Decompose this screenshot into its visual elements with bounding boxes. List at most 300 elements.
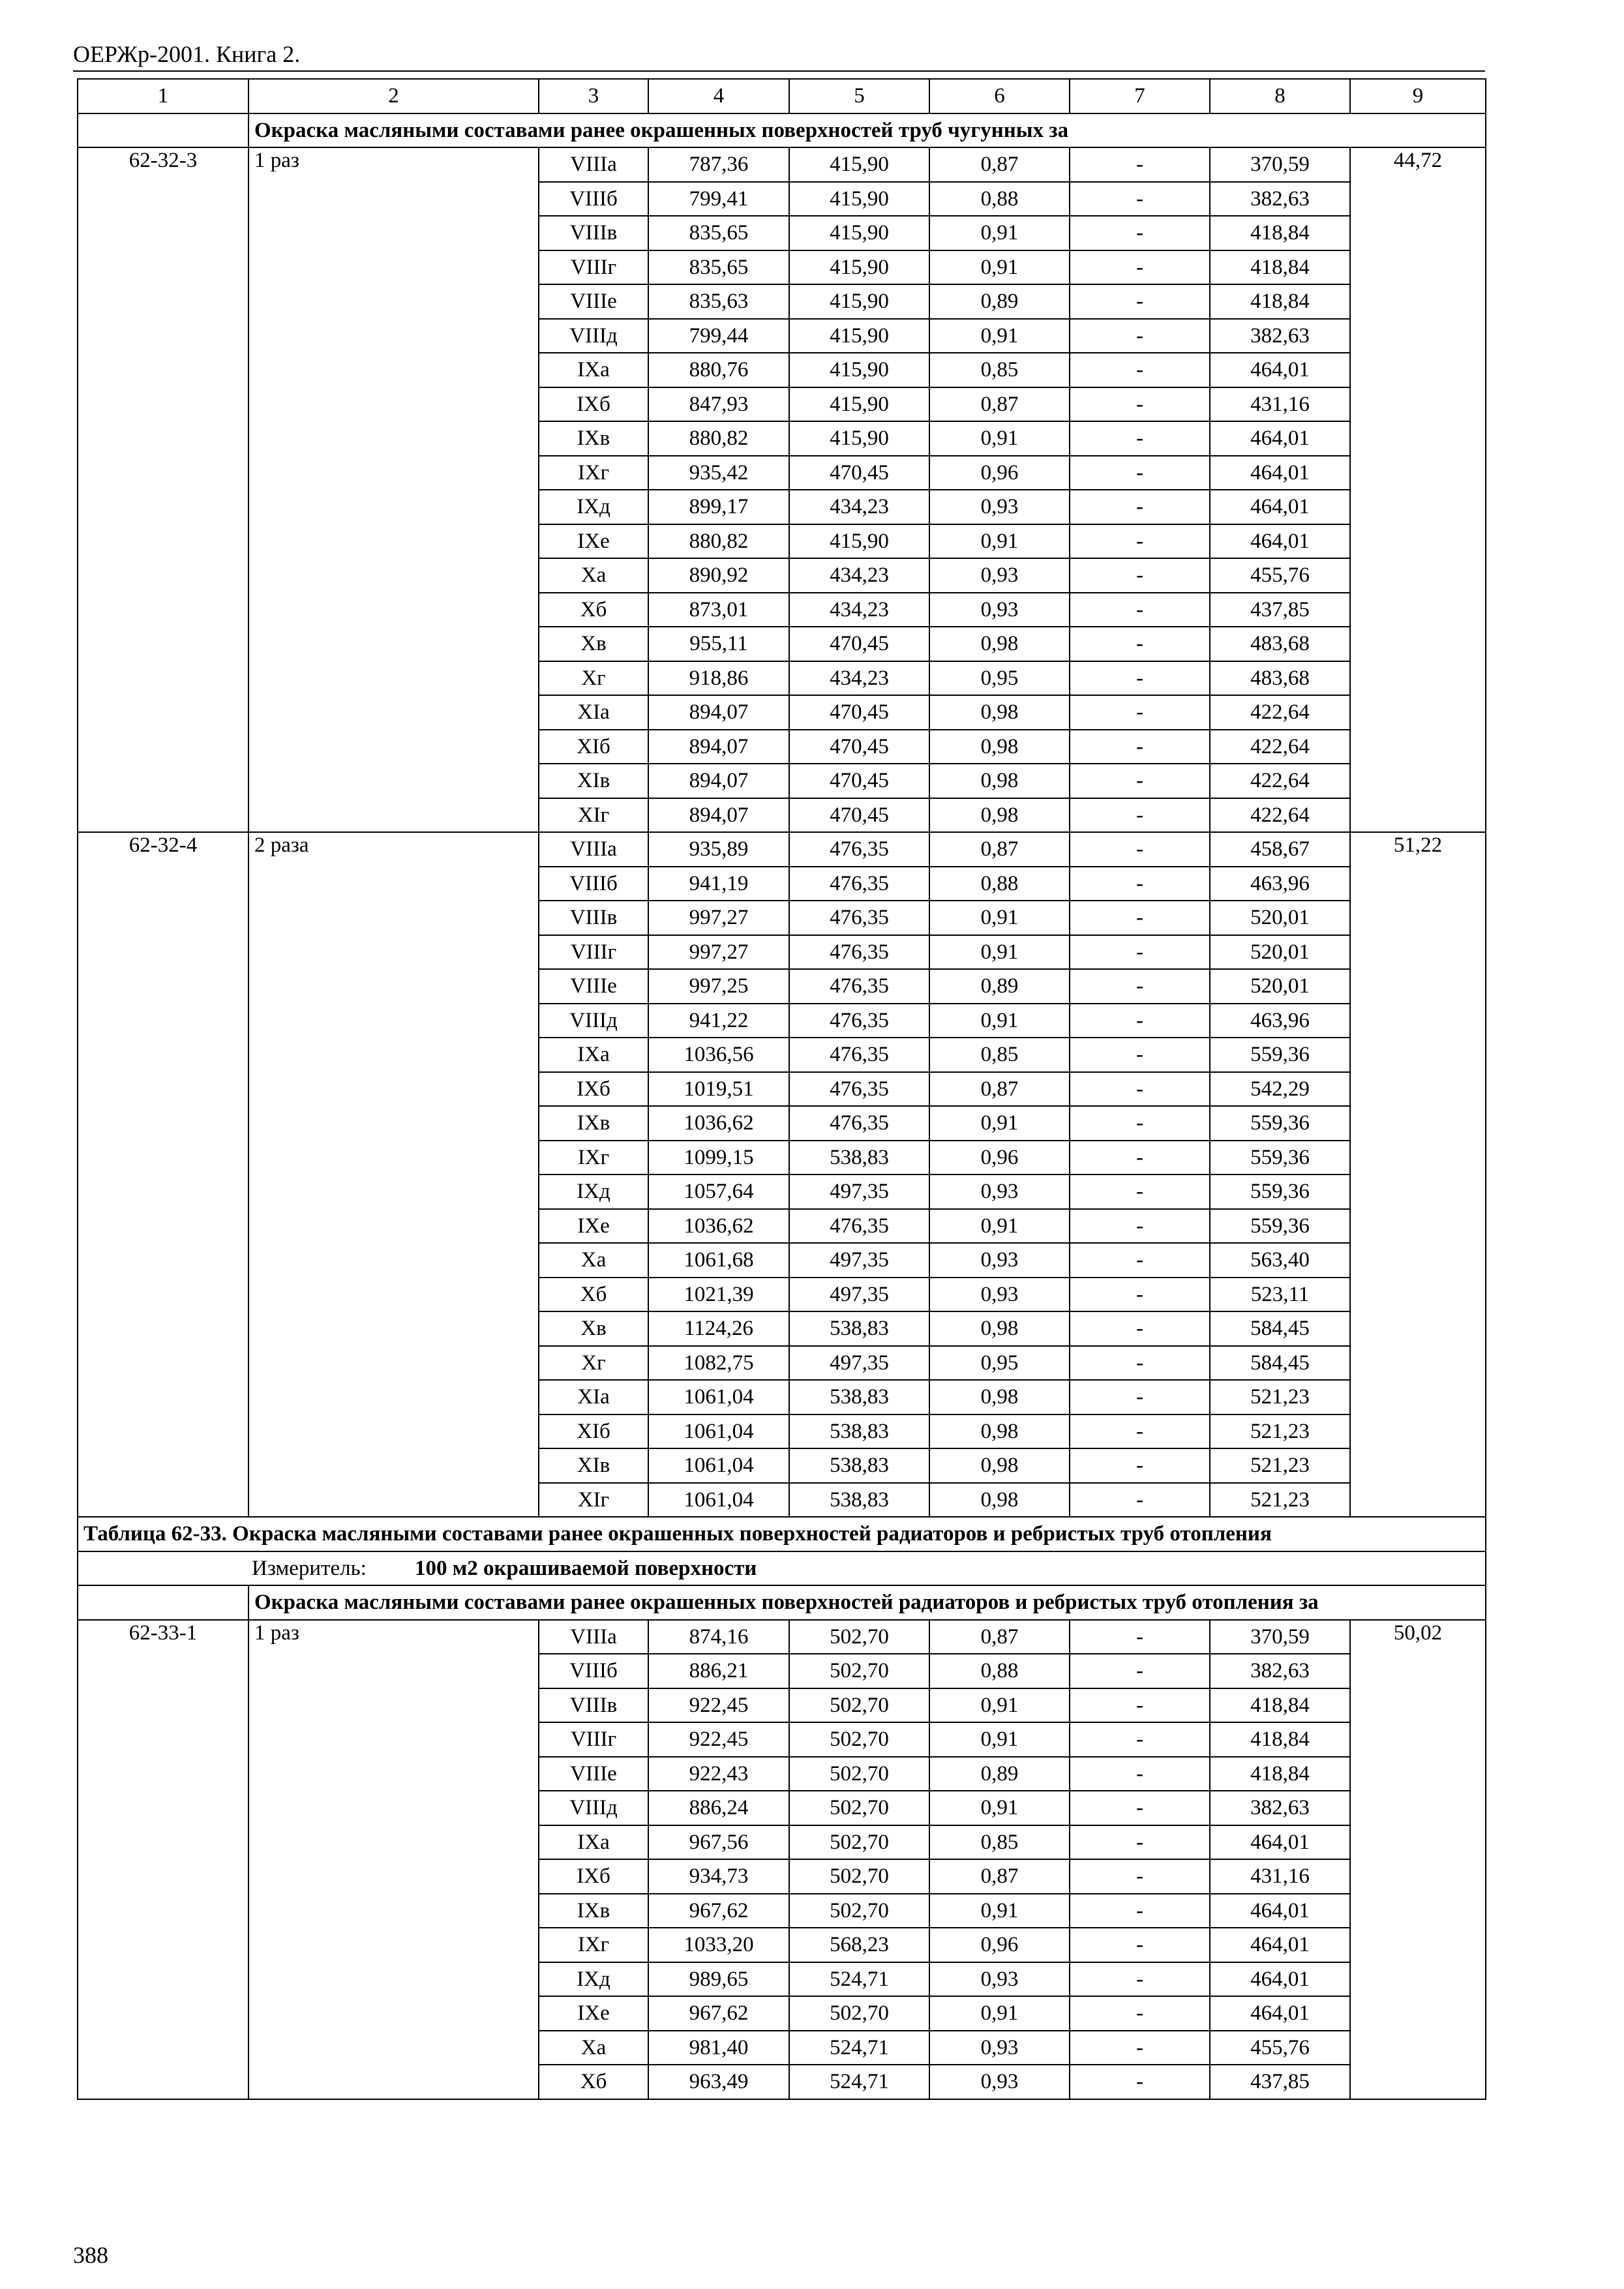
table-cell: VIIIв bbox=[539, 1688, 648, 1723]
table-cell: 434,23 bbox=[789, 558, 929, 593]
table-cell: 0,98 bbox=[929, 1380, 1070, 1414]
table-cell: 497,35 bbox=[789, 1278, 929, 1312]
table-cell: VIIIд bbox=[539, 1791, 648, 1825]
table-cell: 0,98 bbox=[929, 730, 1070, 764]
table-cell: - bbox=[1070, 1311, 1210, 1346]
table-cell: 0,91 bbox=[929, 1996, 1070, 2031]
table-cell: 497,35 bbox=[789, 1243, 929, 1278]
table-cell: 502,70 bbox=[789, 1894, 929, 1928]
table-cell: XIа bbox=[539, 695, 648, 730]
column-number: 2 bbox=[248, 79, 539, 113]
table-cell: 0,88 bbox=[929, 182, 1070, 217]
table-cell: Xа bbox=[539, 558, 648, 593]
table-cell: 0,85 bbox=[929, 1825, 1070, 1860]
table-cell: 422,64 bbox=[1210, 798, 1350, 833]
table-cell: - bbox=[1070, 1825, 1210, 1860]
table-cell: Xв bbox=[539, 1311, 648, 1346]
table-cell: 476,35 bbox=[789, 1072, 929, 1107]
table-cell: 476,35 bbox=[789, 901, 929, 935]
table-cell: 464,01 bbox=[1210, 1928, 1350, 1962]
table-cell: 463,96 bbox=[1210, 867, 1350, 901]
table-cell: 418,84 bbox=[1210, 1688, 1350, 1723]
table-cell: 0,85 bbox=[929, 353, 1070, 387]
meter-label: Измеритель: bbox=[252, 1556, 367, 1580]
section-title-row bbox=[78, 1585, 1486, 1620]
table-cell: 922,45 bbox=[648, 1722, 789, 1757]
table-cell: VIIIд bbox=[539, 319, 648, 353]
table-cell: 382,63 bbox=[1210, 1791, 1350, 1825]
table-cell: IXв bbox=[539, 421, 648, 456]
table-cell: 431,16 bbox=[1210, 1859, 1350, 1894]
table-cell: VIIIг bbox=[539, 1722, 648, 1757]
table-cell: 502,70 bbox=[789, 1654, 929, 1688]
table-cell: - bbox=[1070, 421, 1210, 456]
table-cell: 0,91 bbox=[929, 250, 1070, 285]
table-cell: 538,83 bbox=[789, 1141, 929, 1175]
table-cell: 502,70 bbox=[789, 1722, 929, 1757]
table-cell: 0,91 bbox=[929, 1894, 1070, 1928]
table-cell: 0,98 bbox=[929, 1311, 1070, 1346]
table-cell: 431,16 bbox=[1210, 387, 1350, 422]
table-cell: 967,62 bbox=[648, 1894, 789, 1928]
table-cell: 1061,04 bbox=[648, 1414, 789, 1449]
table-cell: - bbox=[1070, 1757, 1210, 1791]
section-title-row bbox=[78, 113, 1486, 148]
table-cell: - bbox=[1070, 319, 1210, 353]
table-cell: 835,63 bbox=[648, 284, 789, 319]
table-cell: 894,07 bbox=[648, 695, 789, 730]
page-number: 388 bbox=[73, 2242, 108, 2268]
table-cell: 1061,04 bbox=[648, 1448, 789, 1483]
table-cell: 434,23 bbox=[789, 661, 929, 696]
table-cell: IXа bbox=[539, 1825, 648, 1860]
table-cell: - bbox=[1070, 182, 1210, 217]
table-cell: Xа bbox=[539, 1243, 648, 1278]
table-cell: VIIIе bbox=[539, 284, 648, 319]
table-cell: IXв bbox=[539, 1106, 648, 1141]
table-cell: - bbox=[1070, 1038, 1210, 1072]
table-cell: 483,68 bbox=[1210, 661, 1350, 696]
table-cell: 568,23 bbox=[789, 1928, 929, 1962]
table-cell: 524,71 bbox=[789, 2065, 929, 2099]
table-cell: 880,82 bbox=[648, 524, 789, 559]
table-cell: 0,89 bbox=[929, 284, 1070, 319]
table-cell: 0,87 bbox=[929, 1072, 1070, 1107]
rate-description: 2 раза bbox=[248, 832, 539, 1517]
table-cell: 437,85 bbox=[1210, 593, 1350, 627]
table-cell: 899,17 bbox=[648, 490, 789, 524]
table-cell: 422,64 bbox=[1210, 730, 1350, 764]
table-cell: 455,76 bbox=[1210, 2031, 1350, 2065]
table-cell: IXб bbox=[539, 1072, 648, 1107]
table-cell: 0,98 bbox=[929, 627, 1070, 661]
table-cell: 476,35 bbox=[789, 1209, 929, 1244]
table-cell: 0,96 bbox=[929, 456, 1070, 490]
table-cell: 502,70 bbox=[789, 1791, 929, 1825]
table-cell: 370,59 bbox=[1210, 1620, 1350, 1654]
table-cell: - bbox=[1070, 1448, 1210, 1483]
table-cell: 415,90 bbox=[789, 421, 929, 456]
table-cell: 935,42 bbox=[648, 456, 789, 490]
table-cell: 873,01 bbox=[648, 593, 789, 627]
table-cell: - bbox=[1070, 1072, 1210, 1107]
table-cell: 483,68 bbox=[1210, 627, 1350, 661]
table-cell: 437,85 bbox=[1210, 2065, 1350, 2099]
table-cell: IXг bbox=[539, 1141, 648, 1175]
table-cell: 521,23 bbox=[1210, 1483, 1350, 1518]
table-cell: 476,35 bbox=[789, 1004, 929, 1038]
table-cell: 502,70 bbox=[789, 1996, 929, 2031]
table-cell: - bbox=[1070, 1141, 1210, 1175]
table-cell: XIв bbox=[539, 764, 648, 798]
table-cell: 0,87 bbox=[929, 832, 1070, 867]
table-cell: 0,91 bbox=[929, 1004, 1070, 1038]
table-cell: Xг bbox=[539, 661, 648, 696]
table-cell: Xб bbox=[539, 593, 648, 627]
table-cell: 997,27 bbox=[648, 901, 789, 935]
table-cell: 470,45 bbox=[789, 695, 929, 730]
table-cell: VIIIб bbox=[539, 182, 648, 217]
table-cell: 0,88 bbox=[929, 1654, 1070, 1688]
table-cell: 559,36 bbox=[1210, 1106, 1350, 1141]
table-cell: 0,87 bbox=[929, 147, 1070, 182]
table-cell: 0,91 bbox=[929, 1722, 1070, 1757]
table-cell: 799,44 bbox=[648, 319, 789, 353]
table-cell: 0,91 bbox=[929, 421, 1070, 456]
table-cell: 0,93 bbox=[929, 2065, 1070, 2099]
table-cell: 1036,62 bbox=[648, 1209, 789, 1244]
table-cell: 0,95 bbox=[929, 1346, 1070, 1381]
table-cell: 0,93 bbox=[929, 558, 1070, 593]
table-cell: - bbox=[1070, 730, 1210, 764]
table-cell: 418,84 bbox=[1210, 216, 1350, 250]
table-cell: 0,91 bbox=[929, 901, 1070, 935]
table-cell: 464,01 bbox=[1210, 421, 1350, 456]
table-cell: - bbox=[1070, 216, 1210, 250]
table-cell: - bbox=[1070, 695, 1210, 730]
table-cell: 521,23 bbox=[1210, 1380, 1350, 1414]
table-cell: 497,35 bbox=[789, 1346, 929, 1381]
table-cell: 418,84 bbox=[1210, 1722, 1350, 1757]
table-cell: 967,62 bbox=[648, 1996, 789, 2031]
table-cell: 370,59 bbox=[1210, 147, 1350, 182]
table-cell: - bbox=[1070, 1620, 1210, 1654]
table-cell: IXд bbox=[539, 1174, 648, 1209]
table-cell: 1099,15 bbox=[648, 1141, 789, 1175]
table-cell: - bbox=[1070, 1654, 1210, 1688]
table-cell: - bbox=[1070, 250, 1210, 285]
table-cell: Xв bbox=[539, 627, 648, 661]
table-cell: 464,01 bbox=[1210, 353, 1350, 387]
table-cell: 1124,26 bbox=[648, 1311, 789, 1346]
table-cell: VIIIе bbox=[539, 1757, 648, 1791]
table-cell: 523,11 bbox=[1210, 1278, 1350, 1312]
table-cell: XIб bbox=[539, 730, 648, 764]
rate-code: 62-32-3 bbox=[78, 147, 248, 832]
table-cell: - bbox=[1070, 1243, 1210, 1278]
table-cell: 0,98 bbox=[929, 764, 1070, 798]
rate-code: 62-32-4 bbox=[78, 832, 248, 1517]
table-cell: 935,89 bbox=[648, 832, 789, 867]
table-cell: IXд bbox=[539, 490, 648, 524]
table-cell: 502,70 bbox=[789, 1688, 929, 1723]
table-cell: Xа bbox=[539, 2031, 648, 2065]
table-cell: 538,83 bbox=[789, 1311, 929, 1346]
table-cell: 0,93 bbox=[929, 593, 1070, 627]
table-cell: 542,29 bbox=[1210, 1072, 1350, 1107]
table-cell: - bbox=[1070, 1346, 1210, 1381]
table-cell: - bbox=[1070, 867, 1210, 901]
table-cell: IXг bbox=[539, 456, 648, 490]
table-cell: 502,70 bbox=[789, 1859, 929, 1894]
table-cell: 470,45 bbox=[789, 730, 929, 764]
table-cell: 464,01 bbox=[1210, 456, 1350, 490]
table-cell: - bbox=[1070, 1791, 1210, 1825]
table-cell: 955,11 bbox=[648, 627, 789, 661]
meter-value: 100 м2 окрашиваемой поверхности bbox=[415, 1556, 757, 1580]
table-cell: 464,01 bbox=[1210, 1996, 1350, 2031]
table-cell: XIб bbox=[539, 1414, 648, 1449]
table-cell: 470,45 bbox=[789, 456, 929, 490]
table-cell: 799,41 bbox=[648, 182, 789, 217]
table-cell: 415,90 bbox=[789, 524, 929, 559]
table-cell: 0,98 bbox=[929, 1483, 1070, 1518]
table-cell: 941,22 bbox=[648, 1004, 789, 1038]
table-cell: 563,40 bbox=[1210, 1243, 1350, 1278]
table-body bbox=[78, 79, 1486, 2099]
table-cell: 918,86 bbox=[648, 661, 789, 696]
table-cell: Xб bbox=[539, 1278, 648, 1312]
table-cell: 455,76 bbox=[1210, 558, 1350, 593]
page-header: ОЕРЖр-2001. Книга 2. bbox=[73, 41, 301, 67]
table-cell: 0,89 bbox=[929, 1757, 1070, 1791]
table-cell: 422,64 bbox=[1210, 764, 1350, 798]
table-cell: 0,89 bbox=[929, 969, 1070, 1004]
table-cell: IXд bbox=[539, 1962, 648, 1997]
table-cell: - bbox=[1070, 524, 1210, 559]
table-cell: 415,90 bbox=[789, 319, 929, 353]
table-cell: VIIIе bbox=[539, 969, 648, 1004]
table-cell: VIIIд bbox=[539, 1004, 648, 1038]
table-cell: VIIIб bbox=[539, 867, 648, 901]
table-cell: 0,93 bbox=[929, 2031, 1070, 2065]
table-cell: 0,93 bbox=[929, 1243, 1070, 1278]
table-cell: 434,23 bbox=[789, 490, 929, 524]
table-cell: - bbox=[1070, 1483, 1210, 1518]
meter-row bbox=[78, 1551, 1486, 1586]
table-cell: Xб bbox=[539, 2065, 648, 2099]
column-number: 6 bbox=[929, 79, 1070, 113]
table-cell: 1082,75 bbox=[648, 1346, 789, 1381]
table-cell: 584,45 bbox=[1210, 1346, 1350, 1381]
table-cell: - bbox=[1070, 1894, 1210, 1928]
table-cell: 538,83 bbox=[789, 1380, 929, 1414]
table-cell: - bbox=[1070, 1859, 1210, 1894]
table-cell: 382,63 bbox=[1210, 182, 1350, 217]
table-cell: 559,36 bbox=[1210, 1038, 1350, 1072]
table-cell: 464,01 bbox=[1210, 1894, 1350, 1928]
table-cell: 470,45 bbox=[789, 627, 929, 661]
table-cell: 520,01 bbox=[1210, 901, 1350, 935]
table-cell: XIв bbox=[539, 1448, 648, 1483]
table-cell: 0,93 bbox=[929, 1174, 1070, 1209]
table-cell: VIIIв bbox=[539, 901, 648, 935]
table-cell: 874,16 bbox=[648, 1620, 789, 1654]
rate-col9-value: 44,72 bbox=[1350, 147, 1486, 832]
table-cell: 418,84 bbox=[1210, 1757, 1350, 1791]
table-cell: 0,93 bbox=[929, 1278, 1070, 1312]
table-cell: - bbox=[1070, 1106, 1210, 1141]
table-cell: - bbox=[1070, 627, 1210, 661]
table-cell: - bbox=[1070, 387, 1210, 422]
table-cell: - bbox=[1070, 1962, 1210, 1997]
table-cell: 880,76 bbox=[648, 353, 789, 387]
table-cell: 997,27 bbox=[648, 935, 789, 970]
table-cell: 0,98 bbox=[929, 1448, 1070, 1483]
table-heading: Таблица 62-33. Окраска масляными составами ранее окрашенных поверхностей радиаторов и ребристых труб отопления bbox=[78, 1517, 1486, 1551]
table-cell: 890,92 bbox=[648, 558, 789, 593]
column-number: 9 bbox=[1350, 79, 1486, 113]
table-cell: VIIIг bbox=[539, 935, 648, 970]
table-cell: - bbox=[1070, 1414, 1210, 1449]
table-cell: 415,90 bbox=[789, 387, 929, 422]
table-cell: 476,35 bbox=[789, 1038, 929, 1072]
table-cell: 787,36 bbox=[648, 147, 789, 182]
table-cell: 415,90 bbox=[789, 182, 929, 217]
table-cell: 0,98 bbox=[929, 1414, 1070, 1449]
table-cell: - bbox=[1070, 558, 1210, 593]
table-cell: 521,23 bbox=[1210, 1414, 1350, 1449]
table-cell: 1036,62 bbox=[648, 1106, 789, 1141]
table-cell: 538,83 bbox=[789, 1483, 929, 1518]
table-cell: - bbox=[1070, 1928, 1210, 1962]
table-cell: - bbox=[1070, 661, 1210, 696]
table-cell: IXб bbox=[539, 1859, 648, 1894]
table-cell: 894,07 bbox=[648, 798, 789, 833]
table-cell: - bbox=[1070, 593, 1210, 627]
table-cell: - bbox=[1070, 764, 1210, 798]
table-heading-row bbox=[78, 1517, 1486, 1551]
table-cell: 1036,56 bbox=[648, 1038, 789, 1072]
table-cell: 0,98 bbox=[929, 798, 1070, 833]
table-cell: XIа bbox=[539, 1380, 648, 1414]
rate-col9-value: 50,02 bbox=[1350, 1620, 1486, 2099]
rates-table bbox=[77, 78, 1486, 2100]
table-cell: 422,64 bbox=[1210, 695, 1350, 730]
table-cell: - bbox=[1070, 1209, 1210, 1244]
table-cell: 922,45 bbox=[648, 1688, 789, 1723]
table-cell: 476,35 bbox=[789, 832, 929, 867]
table-cell: - bbox=[1070, 456, 1210, 490]
table-cell: 0,93 bbox=[929, 1962, 1070, 1997]
column-number: 4 bbox=[648, 79, 789, 113]
table-cell: 1019,51 bbox=[648, 1072, 789, 1107]
table-row bbox=[78, 147, 1486, 182]
table-cell: 941,19 bbox=[648, 867, 789, 901]
table-cell: 434,23 bbox=[789, 593, 929, 627]
table-cell: 0,91 bbox=[929, 524, 1070, 559]
table-cell: 470,45 bbox=[789, 798, 929, 833]
table-cell: 989,65 bbox=[648, 1962, 789, 1997]
table-cell: 520,01 bbox=[1210, 969, 1350, 1004]
table-cell: 464,01 bbox=[1210, 490, 1350, 524]
table-cell: 559,36 bbox=[1210, 1209, 1350, 1244]
table-cell: IXе bbox=[539, 1996, 648, 2031]
table-cell: 476,35 bbox=[789, 969, 929, 1004]
table-cell: 415,90 bbox=[789, 216, 929, 250]
rate-col9-value: 51,22 bbox=[1350, 832, 1486, 1517]
table-cell: - bbox=[1070, 1996, 1210, 2031]
table-cell: 0,91 bbox=[929, 1209, 1070, 1244]
table-cell: 382,63 bbox=[1210, 319, 1350, 353]
table-cell: 997,25 bbox=[648, 969, 789, 1004]
meter-cell bbox=[78, 1551, 1486, 1586]
table-cell: - bbox=[1070, 490, 1210, 524]
table-cell: 497,35 bbox=[789, 1174, 929, 1209]
table-cell: - bbox=[1070, 1688, 1210, 1723]
table-cell: 0,96 bbox=[929, 1928, 1070, 1962]
table-cell: VIIIа bbox=[539, 1620, 648, 1654]
table-row bbox=[78, 832, 1486, 867]
table-cell: 464,01 bbox=[1210, 1962, 1350, 1997]
rate-code: 62-33-1 bbox=[78, 1620, 248, 2099]
table-cell: 0,87 bbox=[929, 387, 1070, 422]
table-cell: 847,93 bbox=[648, 387, 789, 422]
table-cell: 502,70 bbox=[789, 1757, 929, 1791]
table-cell: 524,71 bbox=[789, 2031, 929, 2065]
table-cell: 418,84 bbox=[1210, 250, 1350, 285]
table-cell: 520,01 bbox=[1210, 935, 1350, 970]
table-cell: IXг bbox=[539, 1928, 648, 1962]
column-number-row bbox=[78, 79, 1486, 113]
table-cell: 415,90 bbox=[789, 250, 929, 285]
table-cell: VIIIа bbox=[539, 147, 648, 182]
table-cell: 521,23 bbox=[1210, 1448, 1350, 1483]
table-cell: 886,21 bbox=[648, 1654, 789, 1688]
table-cell: 886,24 bbox=[648, 1791, 789, 1825]
table-cell: 415,90 bbox=[789, 284, 929, 319]
table-cell: VIIIа bbox=[539, 832, 648, 867]
column-number: 8 bbox=[1210, 79, 1350, 113]
table-cell: 415,90 bbox=[789, 147, 929, 182]
table-cell: 835,65 bbox=[648, 216, 789, 250]
table-cell: 967,56 bbox=[648, 1825, 789, 1860]
table-cell: - bbox=[1070, 798, 1210, 833]
table-cell: 835,65 bbox=[648, 250, 789, 285]
column-number: 1 bbox=[78, 79, 248, 113]
rate-description: 1 раз bbox=[248, 147, 539, 832]
table-cell: 934,73 bbox=[648, 1859, 789, 1894]
table-cell: 0,88 bbox=[929, 867, 1070, 901]
header-rule bbox=[73, 70, 1485, 72]
table-cell: 476,35 bbox=[789, 1106, 929, 1141]
section-title: Окраска масляными составами ранее окрашенных поверхностей радиаторов и ребристых труб отопления за bbox=[248, 1585, 1486, 1620]
section-title-spacer bbox=[78, 1585, 248, 1620]
table-cell: IXв bbox=[539, 1894, 648, 1928]
table-row bbox=[78, 1620, 1486, 1654]
table-cell: XIг bbox=[539, 798, 648, 833]
table-cell: 1061,68 bbox=[648, 1243, 789, 1278]
table-cell: - bbox=[1070, 1380, 1210, 1414]
table-cell: 922,43 bbox=[648, 1757, 789, 1791]
table-cell: 559,36 bbox=[1210, 1141, 1350, 1175]
column-number: 3 bbox=[539, 79, 648, 113]
table-cell: IXа bbox=[539, 1038, 648, 1072]
rate-description: 1 раз bbox=[248, 1620, 539, 2099]
table-cell: 1061,04 bbox=[648, 1380, 789, 1414]
table-cell: 0,98 bbox=[929, 695, 1070, 730]
table-cell: 0,91 bbox=[929, 1106, 1070, 1141]
